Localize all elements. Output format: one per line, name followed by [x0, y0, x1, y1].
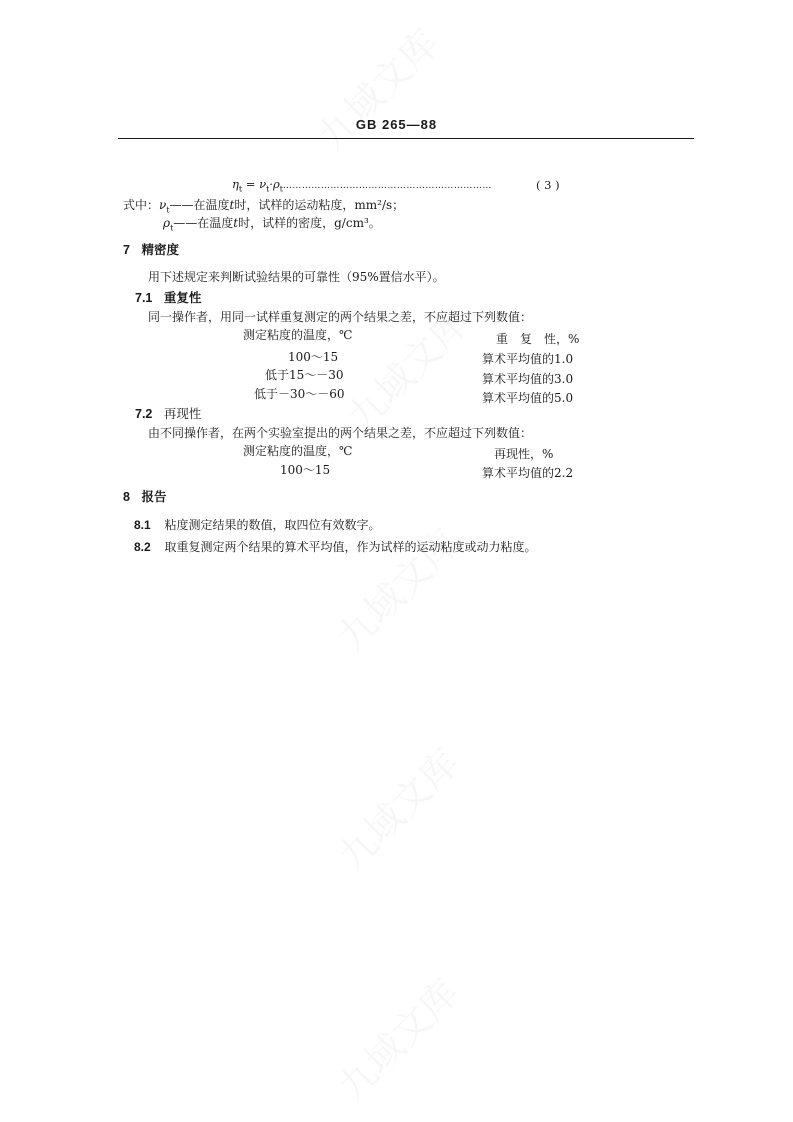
section-8-item-text: 取重复测定两个结果的算术平均值，作为试样的运动粘度或动力粘度。: [164, 540, 537, 554]
where-dash-1: ——在温度: [169, 198, 230, 212]
section-7-1-number: 7.1: [135, 291, 153, 305]
section-8-item: [134, 538, 537, 555]
where-nu: ν: [159, 198, 167, 212]
formula-equals: =: [242, 177, 260, 191]
where-dash-2: ——在温度: [173, 216, 234, 230]
section-7-1-heading: [135, 288, 201, 306]
section-7-2-number: 7.2: [135, 407, 153, 421]
formula-leader: …………………………………………………………: [282, 181, 492, 191]
where-nu-sub: t: [166, 205, 170, 215]
watermark: [323, 964, 469, 1110]
repeatability-temp-header: 测定粘度的温度，℃: [243, 328, 353, 342]
formula-3: [232, 177, 492, 193]
where-t-1: t: [229, 198, 235, 212]
where-desc-1: 时，试样的运动粘度，mm²/s；: [234, 198, 405, 212]
where-line-1: [123, 196, 404, 214]
section-7-number: 7: [123, 243, 130, 257]
formula-dot: ·: [269, 177, 273, 191]
section-8-item-number: 8.2: [134, 540, 151, 554]
section-8-item: [134, 516, 381, 533]
section-7-1-title: 重复性: [163, 291, 202, 305]
repeatability-row-temp: 100～15: [288, 350, 339, 364]
section-7-2-heading: [135, 404, 201, 422]
section-8-item-text: 粘度测定结果的数值，取四位有效数字。: [164, 518, 381, 532]
reproducibility-row-temp: 100～15: [280, 463, 331, 477]
reproducibility-row-value: 算术平均值的2.2: [482, 466, 574, 480]
reproducibility-value-header: 再现性，%: [494, 447, 554, 461]
formula-eta: η: [232, 177, 239, 191]
section-7-2-title: 再现性: [163, 407, 202, 421]
where-t-2: t: [233, 216, 239, 230]
section-7-intro: 用下述规定来判断试验结果的可靠性（95%置信水平）。: [148, 270, 445, 284]
section-7-1-body: 同一操作者，用同一试样重复测定的两个结果之差，不应超过下列数值：: [148, 310, 533, 324]
section-8-number: 8: [123, 490, 130, 504]
section-8-heading: [123, 487, 166, 505]
section-7-heading: [123, 240, 179, 258]
formula-number: ( 3 ): [536, 178, 560, 192]
where-line-2: [163, 214, 381, 232]
repeatability-row-value: 算术平均值的1.0: [482, 352, 574, 366]
repeatability-row-value: 算术平均值的3.0: [482, 372, 574, 386]
repeatability-row-value: 算术平均值的5.0: [482, 391, 574, 405]
repeatability-value-header: 重 复 性，%: [496, 332, 580, 346]
section-8-title: 报告: [141, 490, 167, 504]
formula-nu: ν: [259, 177, 267, 191]
where-rho: ρ: [163, 216, 171, 230]
where-rho-sub: t: [170, 223, 174, 233]
where-lead: 式中：: [123, 198, 160, 212]
watermark: [323, 514, 469, 660]
formula-eta-sub: t: [238, 184, 243, 194]
header-rule: [118, 138, 694, 139]
formula-rho: ρ: [272, 177, 280, 191]
repeatability-row-temp: 低于15～－30: [265, 368, 344, 382]
repeatability-row-temp: 低于－30～－60: [254, 387, 345, 401]
where-desc-2: 时，试样的密度，g/cm³。: [238, 216, 381, 230]
section-8-item-number: 8.1: [134, 518, 151, 532]
formula-rho-sub: t: [279, 184, 283, 194]
watermark: [323, 734, 469, 880]
section-7-2-body: 由不同操作者，在两个实验室提出的两个结果之差，不应超过下列数值：: [148, 426, 533, 440]
reproducibility-temp-header: 测定粘度的温度，℃: [243, 444, 353, 458]
section-7-title: 精密度: [141, 243, 179, 257]
formula-nu-sub: t: [266, 184, 270, 194]
page-header-code: GB 265—88: [355, 117, 438, 132]
